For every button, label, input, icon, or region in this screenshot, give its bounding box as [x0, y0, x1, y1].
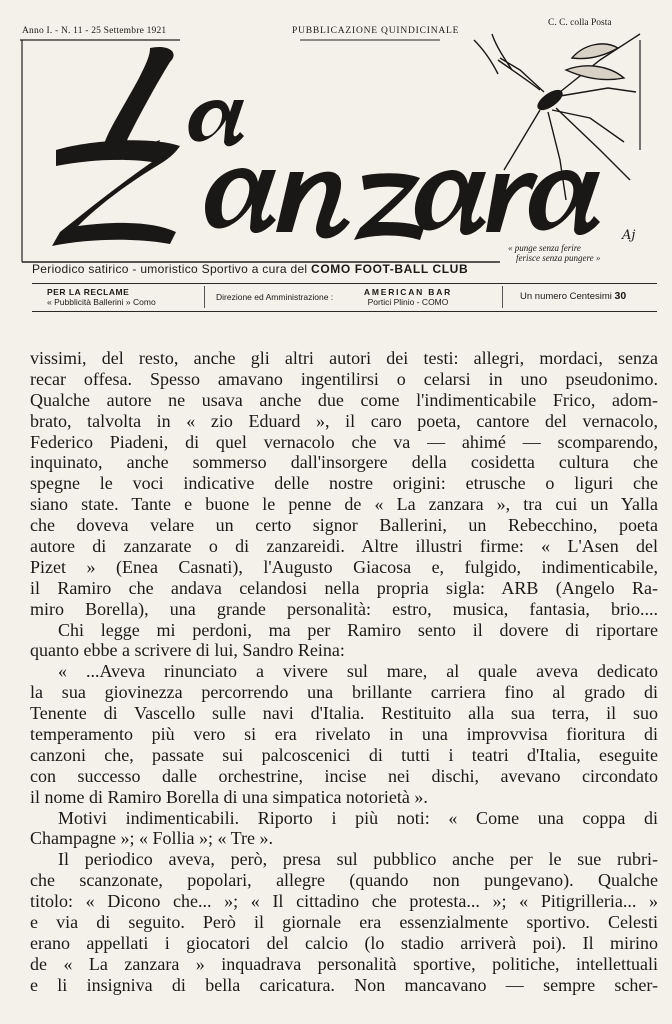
article-body [30, 348, 658, 996]
motto-line-2: ferisce senza pungere » [516, 253, 601, 263]
postal-note: C. C. colla Posta [548, 18, 612, 28]
info-divider [502, 286, 503, 308]
price-info [520, 291, 626, 302]
text-line: che scanzonate, popolari, allegre (quando non pungevano). Qualche [30, 870, 658, 891]
text-line: erano appellati i giocatori del calcio (lo stadio arriverà poi). Il mirino [30, 932, 658, 953]
publication-type: PUBBLICAZIONE QUINDICINALE [292, 26, 460, 36]
text-line: la sua giovinezza percorrendo una brillante carriera fino al grado di [30, 682, 658, 703]
paragraph-1 [30, 348, 658, 620]
text-line: Motivi indimenticabili. Riporto i più noti: « Come una coppa di [58, 807, 658, 828]
text-line: con successo dalle orchestrine, incise nei dischi, avevano circondato [30, 765, 658, 786]
paragraph-5 [30, 849, 658, 995]
text-line: temperamento più vero si era rivelato in una improvvisa fioritura di [30, 724, 658, 745]
text-line: inquinato, anche sommerso dall'insorgere della cosidetta cultura che [30, 452, 658, 473]
text-line: quanto ebbe a scrivere di lui, Sandro Reina: [30, 640, 345, 661]
text-line: de « La zanzara » inquadrava personalità sportive, politiche, intellettuali [30, 953, 658, 974]
text-line: che doveva velare un certo signor Ballerini, un Rebecchino, poeta [30, 515, 658, 536]
motto-line-1: « punge senza ferire [508, 243, 581, 253]
text-line: canzoni che, passate sui palcoscenici di tutti i teatri d'Italia, eseguite [30, 744, 658, 765]
text-line: Federico Piadeni, di quel vernacolo che va — ahimé — scomparendo, [30, 431, 658, 452]
text-line: Tenente di Vascello sulle navi d'Italia. Restituito alla sua terra, il suo [30, 703, 658, 724]
text-line: Il periodico aveva, però, presa sul pubblico anche per le sue rubri- [58, 849, 658, 870]
info-box [32, 283, 657, 312]
bar-name: AMERICAN BAR [363, 287, 453, 297]
text-line: « ...Aveva rinunciato a vivere sul mare, al quale aveva dedicato [58, 661, 658, 682]
bar-address: Portici Plinio - COMO [367, 297, 449, 307]
motto [508, 243, 600, 263]
paragraph-4 [30, 808, 658, 850]
ads-title: PER LA RECLAME [47, 287, 130, 297]
text-line: titolo: « Dicono che... »; « Il cittadino che protesta... »; « Pitigrilleria... » [30, 891, 658, 912]
title-logo [0, 0, 672, 262]
ads-detail: « Pubblicità Ballerini » Como [47, 297, 156, 307]
paragraph-3 [30, 661, 658, 807]
text-line: spegne le voci indicative delle nostre origini: etrusche o liguri che [30, 473, 658, 494]
text-line: autore di zanzarate o di zanzareidi. Altre illustri firme: « L'Asen del [30, 536, 658, 557]
subtitle [32, 262, 468, 276]
issue-line: Anno I. - N. 11 - 25 Settembre 1921 [22, 26, 167, 36]
subtitle-prefix: Periodico satirico - umoristico Sportivo a cura del [32, 262, 308, 276]
text-line: e li insigniva di bella caricatura. Non mancavano — sempre scher- [30, 974, 658, 995]
text-line: miro Borella), una grande personalità: estro, musica, fantasia, brio.... [30, 598, 658, 619]
text-line: Pizet » (Enea Casnati), l'Augusto Giacosa e, fulgido, indimenticabile, [30, 556, 658, 577]
ads-info [47, 287, 156, 307]
text-line: e via di seguito. Però il giornale era essenzialmente sportivo. Celesti [30, 912, 658, 933]
text-line: siano state. Tante e buone le penne de « La zanzara », tra cui un Yalla [30, 494, 658, 515]
price-value: 30 [614, 290, 627, 302]
text-line: recar offesa. Spesso amavano ingentilirsi o celarsi in uno pseudonimo. [30, 368, 658, 389]
text-line: il Ramiro che andava celandosi nella propria sigla: ARB (Angelo Ra- [30, 577, 658, 598]
text-line: il nome di Ramiro Borella di una simpatica notorietà ». [30, 786, 428, 807]
bar-info [338, 287, 478, 307]
text-line: Qualche autore ne usava anche due come l'indimenticabile Frico, adom- [30, 389, 658, 410]
text-line: Champagne »; « Follia »; « Tre ». [30, 828, 273, 849]
text-line: Chi legge mi perdoni, ma per Ramiro sento il dovere di riportare [58, 619, 658, 640]
artist-signature: Aj [622, 228, 636, 243]
price-label: Un numero Centesimi [520, 291, 612, 302]
info-divider [204, 286, 205, 308]
subtitle-club: COMO FOOT-BALL CLUB [311, 262, 469, 276]
text-line: brato, talvolta in « zio Eduard », il caro poeta, cantore del vernacolo, [30, 410, 658, 431]
text-line: vissimi, del resto, anche gli altri autori dei testi: allegri, mordaci, senza [30, 348, 658, 368]
paragraph-2 [30, 620, 658, 662]
direction-label: Direzione ed Amministrazione : [216, 292, 334, 302]
masthead [0, 0, 672, 320]
